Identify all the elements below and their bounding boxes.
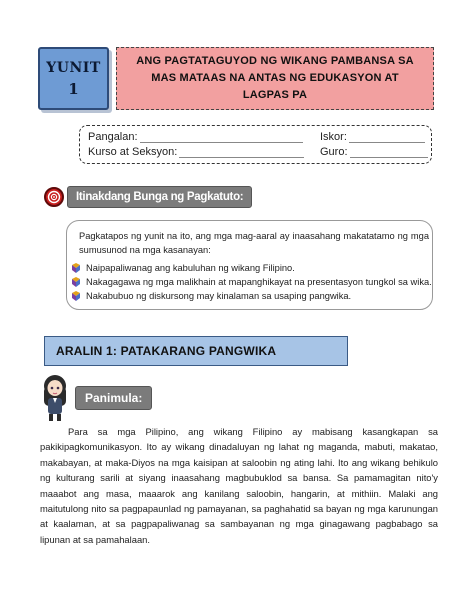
course-label: Kurso at Seksyon: [88,146,178,158]
objective-text: Nakabubuo ng diskursong may kinalaman sa usaping pangwika. [86,291,352,301]
girl-character-icon [40,374,70,422]
teacher-row [320,146,428,158]
unit-number: 1 [68,79,79,98]
name-field[interactable] [140,132,303,143]
lesson-title-box [44,336,348,366]
unit-word: YUNIT [46,59,101,76]
unit-badge [38,47,109,110]
title-line-1: ANG PAGTATAGUYOD NG WIKANG PAMBANSA SA [136,55,414,67]
title-line-2: MAS MATAAS NA ANTAS NG EDUKASYON AT [151,72,399,84]
objective-item [71,263,295,273]
objective-text: Naipapaliwanag ang kabuluhan ng wikang Filipino. [86,263,295,273]
course-row [88,146,304,158]
score-field[interactable] [349,132,425,143]
teacher-field[interactable] [350,147,428,158]
objective-item [71,291,351,301]
target-icon [44,187,64,207]
objectives-intro: Pagkatapos ng yunit na ito, ang mga mag-aaral ay inaasahang makatatamo ng mga sumusunod na mga kasanayan: [79,231,429,255]
name-row [88,131,303,143]
objectives-box [66,220,433,310]
objective-text: Nakagagawa ng mga malikhain at mapanghikayat na presentasyon tungkol sa wika. [86,277,432,287]
teacher-label: Guro: [320,146,348,158]
objectives-title: Itinakdang Bunga ng Pagkatuto: [67,186,252,208]
objective-item [71,277,432,287]
score-label: Iskor: [320,131,347,143]
course-field[interactable] [179,147,304,158]
bullet-arrow-icon [71,291,81,301]
bullet-arrow-icon [71,277,81,287]
objectives-header [44,186,252,208]
lesson-title: ARALIN 1: PATAKARANG PANGWIKA [56,344,277,358]
student-info-box [79,125,432,164]
score-row [320,131,425,143]
unit-title [136,53,414,104]
unit-title-box [116,47,434,110]
introduction-label: Panimula: [75,386,152,410]
introduction-paragraph: Para sa mga Pilipino, ang wikang Filipino ay mabisang kasangkapan sa pakikipagkomunikasyon. Ito ay wikang dinadaluyan ng lahat ng maganda, mabuti, makatao, makabayan, at maka-Diyos na mga kaisipan at saloobin ng ating lahi. Ito ang wikang behikulo ng kulturang sarili at siyang inaasahang magbubuklod sa bansa. Sa pamamagitan nito'y maaabot ang masa, maaarok ang kanilang saloobin, hangarin, at mithiin. Malaki ang maitutulong nito sa pagpapaunlad ng pamayanan, sa paghahatid sa bayan ng mga karunungan at kaalaman, at sa pagpapaliwanag sa sambayanan ng mga ginagawang pagbabago sa lipunan at sa pamahalaan. [40,426,438,545]
title-line-3: LAGPAS PA [242,89,308,101]
name-label: Pangalan: [88,131,138,143]
bullet-arrow-icon [71,263,81,273]
